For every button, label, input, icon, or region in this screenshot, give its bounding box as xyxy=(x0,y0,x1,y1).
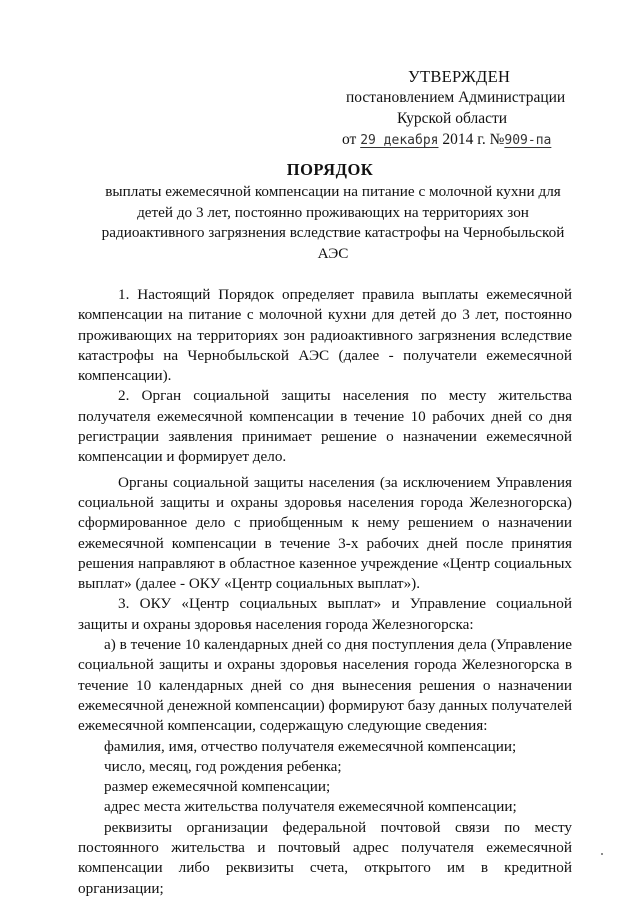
scan-speck xyxy=(601,853,603,855)
approval-date-line xyxy=(330,129,590,151)
paragraph-2: 2. Орган социальной защиты населения по месту жительства получателя ежемесячной компенсации в течение 10 рабочих дней со дня регистрации заявления принимает решение о назначении ежемесячной компенсации и формирует дело. xyxy=(78,387,572,466)
document-title: ПОРЯДОК xyxy=(286,160,374,179)
paragraph-1: 1. Настоящий Порядок определяет правила выплаты ежемесячной компенсации на питание с молочной кухни для детей до 3 лет, постоянно проживающих на территориях зон радиоактивного загрязнения вследствие катастрофы на Чернобыльской АЭС (далее - получатели ежемесячной компенсации). xyxy=(78,286,572,385)
list-item: реквизиты организации федеральной почтовой связи по месту постоянного жительства и почтовый адрес получателя ежемесячной компенсации либо реквизиты счета, открытого им в кредитной организации; xyxy=(78,818,572,897)
document-body xyxy=(78,285,572,899)
handwritten-date: 29 декабря xyxy=(360,133,439,148)
approval-heading: УТВЕРЖДЕН xyxy=(408,67,511,86)
paragraph-4: 3. ОКУ «Центр социальных выплат» и Управление социальной защиты и охраны здоровья населения города Железногорска: xyxy=(78,595,572,633)
paragraph-3: Органы социальной защиты населения (за исключением Управления социальной защиты и охраны здоровья населения города Железногорска) сформированное дело с приобщенным к нему решением о назначении ежемесячной компенсации в течение 3-х рабочих дней после принятия решения направляют в областное казенное учреждение «Центр социальных выплат» (далее - ОКУ «Центр социальных выплат»). xyxy=(78,473,572,593)
list-item: число, месяц, год рождения ребенка; xyxy=(104,757,342,775)
approval-resolution: постановлением Администрации xyxy=(346,89,566,106)
list-item: фамилия, имя, отчество получателя ежемесячной компенсации; xyxy=(104,737,517,755)
date-prefix: от xyxy=(342,131,357,148)
approval-stamp xyxy=(330,66,590,151)
approval-region: Курской области xyxy=(397,110,508,127)
year-number-label: 2014 г. № xyxy=(442,131,505,148)
document-subtitle: выплаты ежемесячной компенсации на питание с молочной кухни для детей до 3 лет, постоянно проживающих на территориях зон радиоактивного загрязнения вследствие катастрофы на Чернобыльской АЭС xyxy=(101,183,565,262)
handwritten-number: 909-па xyxy=(504,133,552,148)
list-item: размер ежемесячной компенсации; xyxy=(104,778,331,796)
list-item: адрес места жительства получателя ежемесячной компенсации; xyxy=(104,798,517,816)
paragraph-5: а) в течение 10 календарных дней со дня поступления дела (Управление социальной защиты и охраны здоровья населения города Железногорска в течение 10 календарных дней со дня вынесения решения о назначении ежемесячной денежной компенсации) формируют базу данных получателей ежемесячной компенсации, содержащую следующие сведения: xyxy=(78,636,572,735)
